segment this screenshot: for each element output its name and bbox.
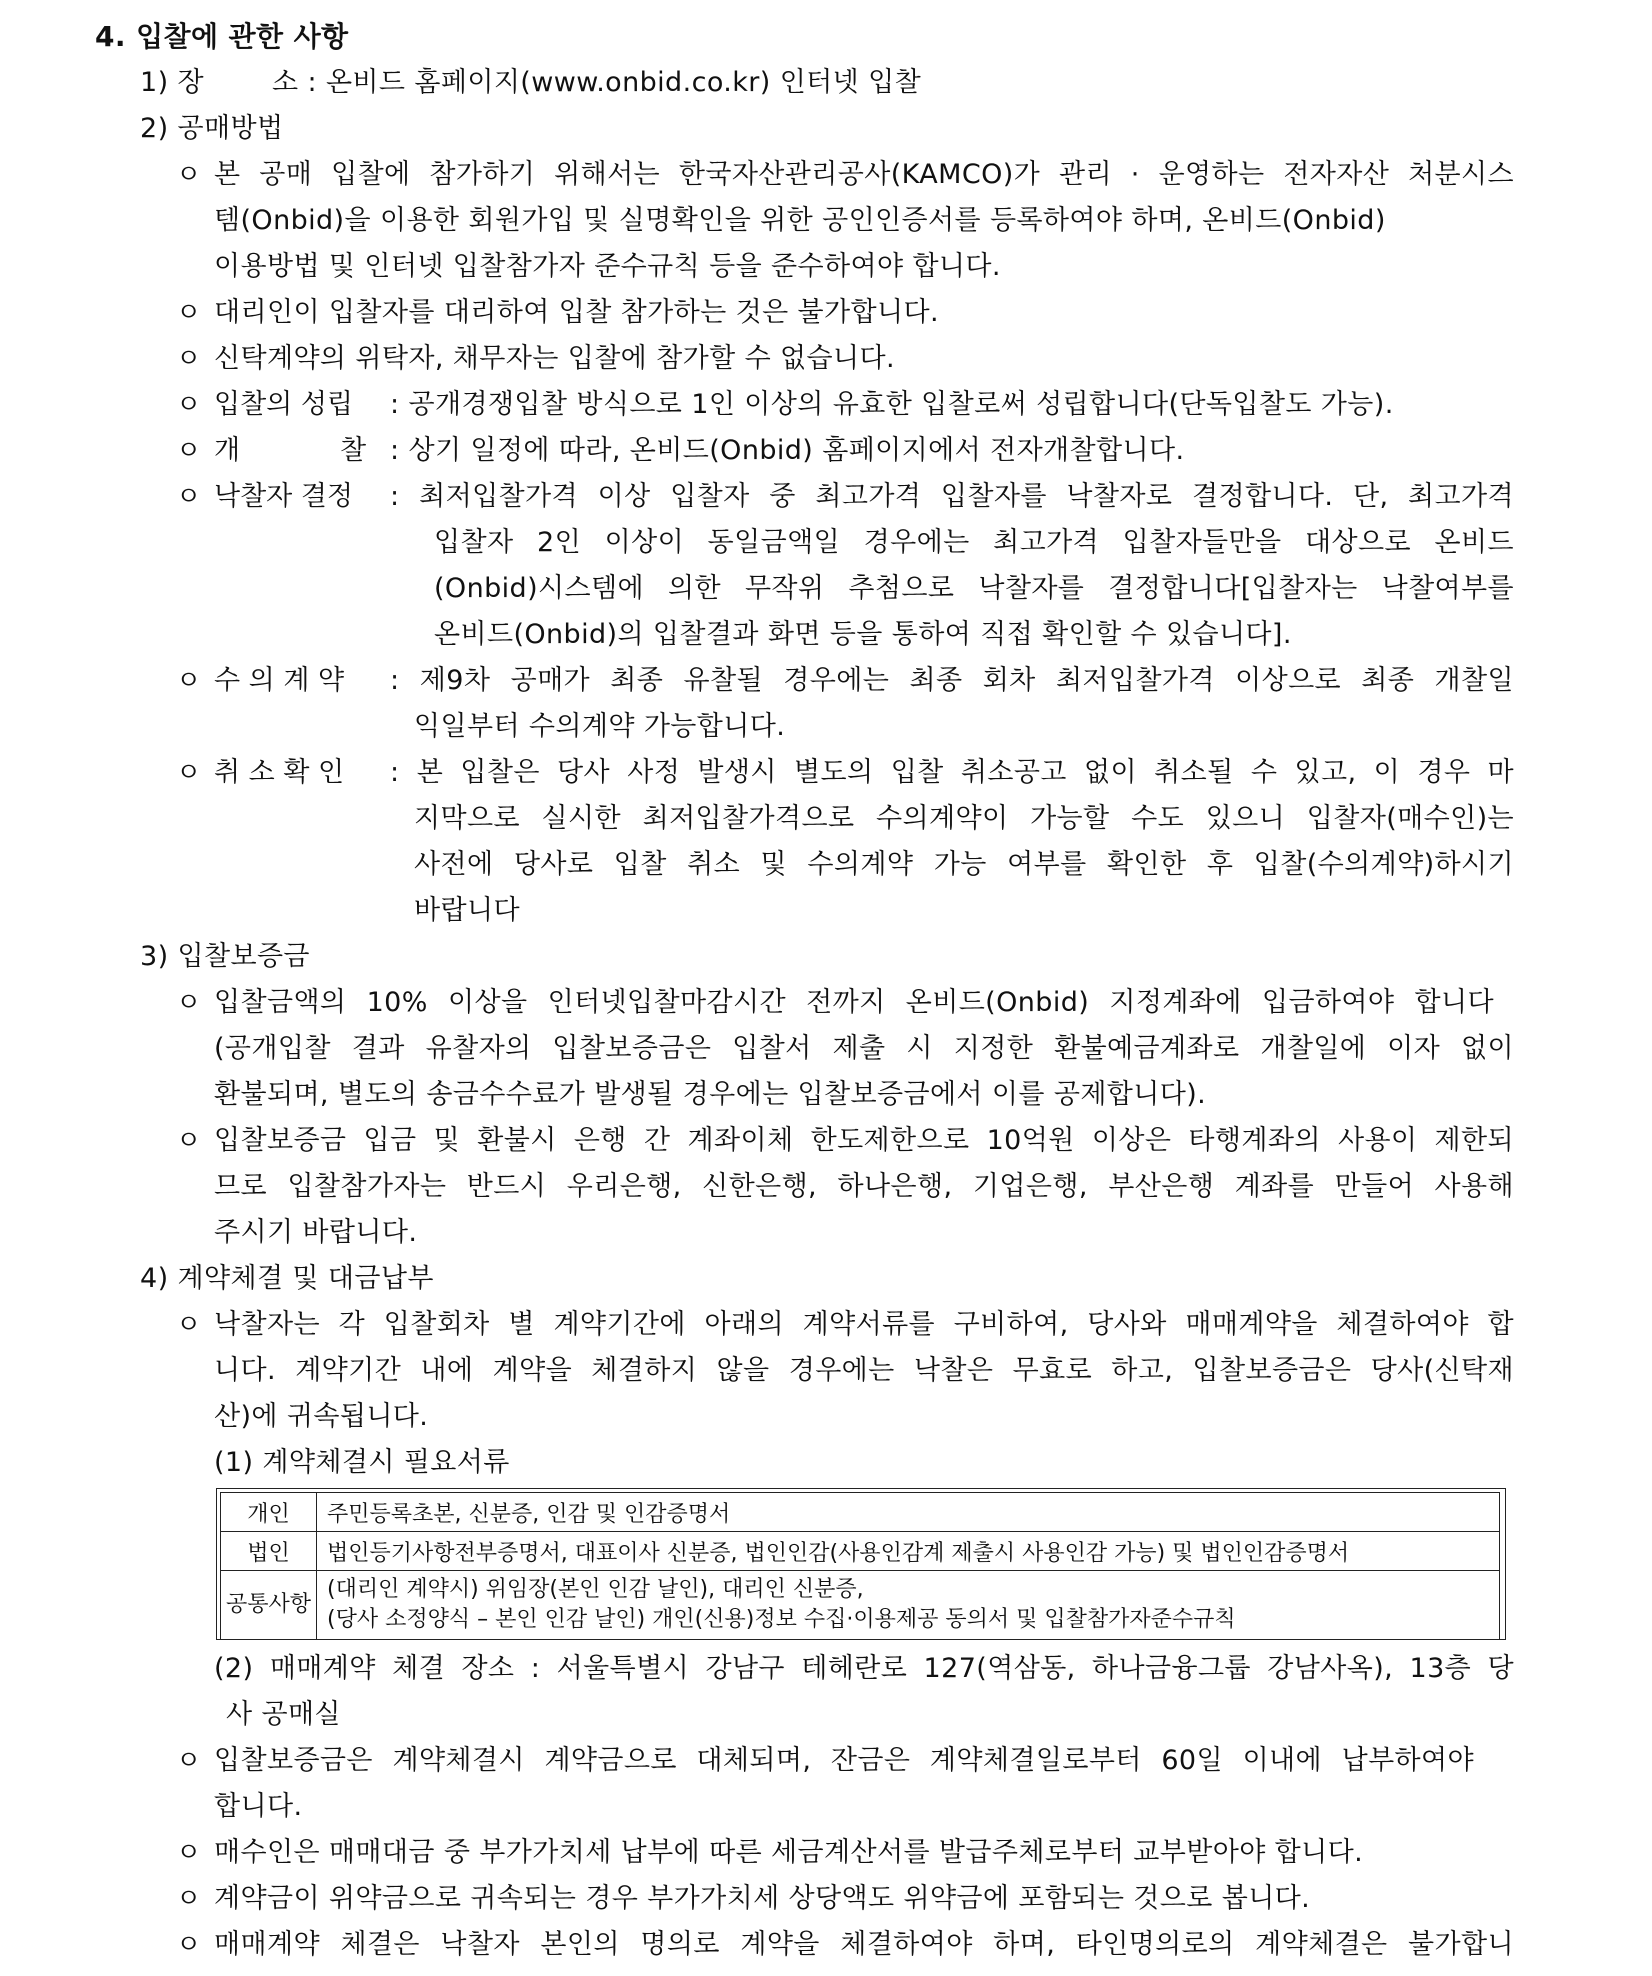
bullet-icon: ㅇ: [176, 482, 202, 512]
paragraph-line: 신탁계약의 위탁자, 채무자는 입찰에 참가할 수 없습니다.: [214, 343, 895, 374]
paragraph-line: 환불되며, 별도의 송금수수료가 발생될 경우에는 입찰보증금에서 이를 공제합니다).: [214, 1079, 1207, 1110]
term-text: 지막으로 실시한 최저입찰가격으로 수의계약이 가능할 수도 있으니 입찰자(매수인)는: [414, 803, 1514, 834]
term-label: 찰: [340, 435, 367, 466]
term-label: 낙찰자 결정: [214, 481, 353, 512]
term-text: : 최저입찰가격 이상 입찰자 중 최고가격 입찰자를 낙찰자로 결정합니다. 단, 최고가격: [390, 481, 1514, 512]
bullet-icon: ㅇ: [176, 988, 202, 1018]
paragraph-line: 합니다.: [214, 1791, 303, 1822]
paragraph-line: (공개입찰 결과 유찰자의 입찰보증금은 입찰서 제출 시 지정한 환불예금계좌로 개찰일에 이자 없이: [214, 1033, 1514, 1064]
table-value-cell: [317, 1571, 1500, 1640]
paragraph-line: 낙찰자는 각 입찰회차 별 계약기간에 아래의 계약서류를 구비하여, 당사와 매매계약을 체결하여야 합: [214, 1309, 1514, 1340]
paragraph-line: 이용방법 및 인터넷 입찰참가자 준수규칙 등을 준수하여야 합니다.: [214, 251, 1001, 282]
bullet-icon: ㅇ: [176, 1310, 202, 1340]
paragraph-line: 므로 입찰참가자는 반드시 우리은행, 신한은행, 하나은행, 기업은행, 부산은행 계좌를 만들어 사용해: [214, 1171, 1514, 1202]
paragraph-line: 입찰보증금 입금 및 환불시 은행 간 계좌이체 한도제한으로 10억원 이상은 타행계좌의 사용이 제한되: [214, 1125, 1514, 1156]
paragraph-line: 대리인이 입찰자를 대리하여 입찰 참가하는 것은 불가합니다.: [214, 297, 939, 328]
term-text: : 상기 일정에 따라, 온비드(Onbid) 홈페이지에서 전자개찰합니다.: [390, 435, 1185, 466]
section-title: 4. 입찰에 관한 사항: [95, 20, 349, 53]
term-text: : 제9차 공매가 최종 유찰될 경우에는 최종 회차 최저입찰가격 이상으로 최종 개찰일: [390, 665, 1514, 696]
paragraph-line: 매수인은 매매대금 중 부가가치세 납부에 따른 세금계산서를 발급주체로부터 교부받아야 합니다.: [214, 1837, 1364, 1868]
item-1-text: 소 : 온비드 홈페이지(www.onbid.co.kr) 인터넷 입찰: [272, 67, 922, 98]
term-label: 취 소 확 인: [214, 757, 345, 788]
term-text: 온비드(Onbid)의 입찰결과 화면 등을 통하여 직접 확인할 수 있습니다].: [434, 619, 1292, 650]
paragraph-line: 본 공매 입찰에 참가하기 위해서는 한국자산관리공사(KAMCO)가 관리 · 운영하는 전자자산 처분시스: [214, 159, 1514, 190]
bullet-icon: ㅇ: [176, 160, 202, 190]
paragraph-line: 매매계약 체결은 낙찰자 본인의 명의로 계약을 체결하여야 하며, 타인명의로의 계약체결은 불가합니: [214, 1929, 1514, 1960]
term-text: : 본 입찰은 당사 사정 발생시 별도의 입찰 취소공고 없이 취소될 수 있고, 이 경우 마: [390, 757, 1514, 788]
table-value: 주민등록초본, 신분증, 인감 및 인감증명서: [317, 1493, 1500, 1532]
paragraph-line: 산)에 귀속됩니다.: [214, 1401, 429, 1432]
item-1-number: 1) 장: [140, 67, 204, 98]
bullet-icon: ㅇ: [176, 758, 202, 788]
term-text: : 공개경쟁입찰 방식으로 1인 이상의 유효한 입찰로써 성립합니다(단독입찰도 가능).: [390, 389, 1394, 420]
term-text: 익일부터 수의계약 가능합니다.: [414, 711, 786, 742]
bullet-icon: ㅇ: [176, 1838, 202, 1868]
table-value: (당사 소정양식 – 본인 인감 날인) 개인(신용)정보 수집·이용제공 동의서 및 입찰참가자준수규칙: [327, 1607, 1236, 1632]
term-label: 개: [214, 435, 241, 466]
bullet-icon: ㅇ: [176, 436, 202, 466]
bullet-icon: ㅇ: [176, 390, 202, 420]
bullet-icon: ㅇ: [176, 666, 202, 696]
term-label: 수 의 계 약: [214, 665, 345, 696]
paragraph-line: 입찰보증금은 계약체결시 계약금으로 대체되며, 잔금은 계약체결일로부터 60일 이내에 납부하여야: [214, 1745, 1474, 1776]
table-value: (대리인 계약시) 위임장(본인 인감 날인), 대리인 신분증,: [327, 1577, 864, 1602]
required-documents-table: [220, 1492, 1500, 1640]
paragraph-line: 주시기 바랍니다.: [214, 1217, 418, 1248]
term-text: 바랍니다: [414, 895, 520, 926]
paragraph-line: 계약금이 위약금으로 귀속되는 경우 부가가치세 상당액도 위약금에 포함되는 것으로 봅니다.: [214, 1883, 1311, 1914]
table-row: [221, 1532, 1500, 1571]
table-row: [221, 1493, 1500, 1532]
item-3-title: 3) 입찰보증금: [140, 941, 310, 972]
bullet-icon: ㅇ: [176, 1930, 202, 1960]
term-label: 입찰의 성립: [214, 389, 353, 420]
subheading: (1) 계약체결시 필요서류: [214, 1447, 510, 1478]
term-text: (Onbid)시스템에 의한 무작위 추첨으로 낙찰자를 결정합니다[입찰자는 낙찰여부를: [434, 573, 1514, 604]
table-key: 법인: [221, 1532, 317, 1571]
bullet-icon: ㅇ: [176, 1746, 202, 1776]
paragraph-line: 니다. 계약기간 내에 계약을 체결하지 않을 경우에는 낙찰은 무효로 하고, 입찰보증금은 당사(신탁재: [214, 1355, 1514, 1386]
table-value: 법인등기사항전부증명서, 대표이사 신분증, 법인인감(사용인감계 제출시 사용인감 가능) 및 법인인감증명서: [317, 1532, 1500, 1571]
bullet-icon: ㅇ: [176, 298, 202, 328]
bullet-icon: ㅇ: [176, 1126, 202, 1156]
table-row: [221, 1571, 1500, 1640]
subheading: 사 공매실: [226, 1699, 341, 1730]
table-key: 공통사항: [221, 1571, 317, 1640]
item-4-title: 4) 계약체결 및 대금납부: [140, 1263, 434, 1294]
bullet-icon: ㅇ: [176, 1884, 202, 1914]
table-key: 개인: [221, 1493, 317, 1532]
paragraph-line: 입찰금액의 10% 이상을 인터넷입찰마감시간 전까지 온비드(Onbid) 지정계좌에 입금하여야 합니다: [214, 987, 1494, 1018]
paragraph-line: 템(Onbid)을 이용한 회원가입 및 실명확인을 위한 공인인증서를 등록하여야 하며, 온비드(Onbid): [214, 205, 1386, 236]
item-2-title: 2) 공매방법: [140, 113, 284, 144]
term-text: 입찰자 2인 이상이 동일금액일 경우에는 최고가격 입찰자들만을 대상으로 온비드: [434, 527, 1514, 558]
bullet-icon: ㅇ: [176, 344, 202, 374]
subheading: (2) 매매계약 체결 장소 : 서울특별시 강남구 테헤란로 127(역삼동, 하나금융그룹 강남사옥), 13층 당: [214, 1653, 1514, 1684]
term-text: 사전에 당사로 입찰 취소 및 수의계약 가능 여부를 확인한 후 입찰(수의계약)하시기: [414, 849, 1514, 880]
